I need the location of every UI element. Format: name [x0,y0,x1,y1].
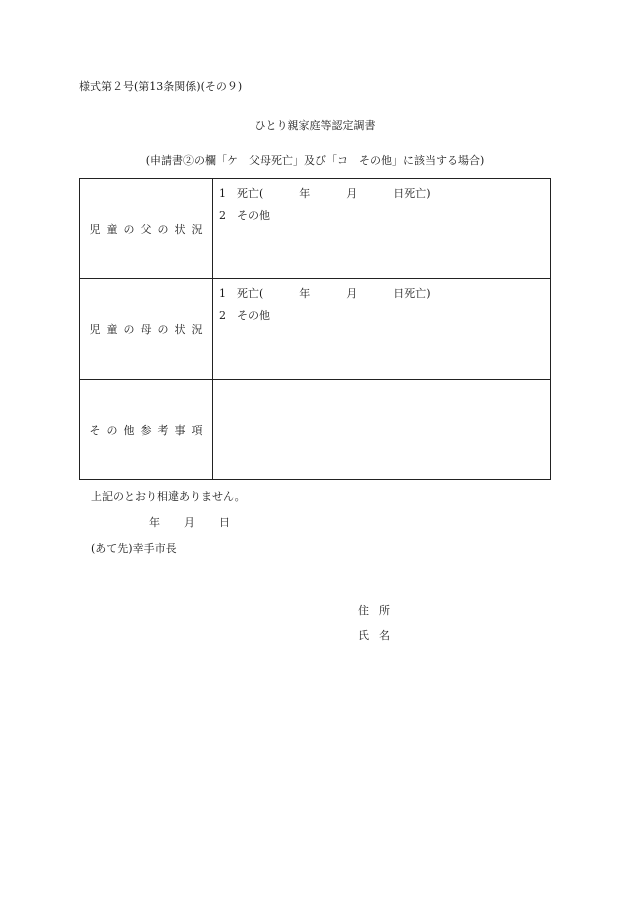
month-label: 月 [346,187,358,200]
address-label: 住所 [358,604,400,617]
row-label: その他参考事項 [89,423,209,437]
table-row-mother [80,279,550,380]
option-other [219,209,270,223]
form-number: 様式第２号(第13条関係)(その９) [79,80,243,93]
option-text: 死亡( [237,287,264,300]
day-label: 日死亡) [393,187,431,200]
date-day-label: 日 [219,516,230,529]
table-row-notes [80,380,550,479]
notes-field[interactable] [213,380,550,479]
option-text: その他 [237,309,270,322]
year-label: 年 [299,187,311,200]
option-text: その他 [237,209,270,222]
date-month-label: 月 [184,516,195,529]
content-cell-father[interactable] [213,179,550,278]
option-number: 2 [219,209,226,222]
label-cell-mother [80,279,213,379]
date-line [149,516,230,530]
status-table [79,178,551,480]
day-label: 日死亡) [393,287,431,300]
label-cell-father [80,179,213,278]
content-cell-mother[interactable] [213,279,550,379]
option-number: 1 [219,287,226,300]
name-label: 氏名 [358,629,400,642]
label-cell-notes [80,380,213,479]
row-label: 児童の父の状況 [89,222,209,236]
option-other [219,309,270,323]
table-row-father [80,179,550,279]
option-text: 死亡( [237,187,264,200]
date-year-label: 年 [149,516,160,529]
option-number: 1 [219,187,226,200]
year-label: 年 [299,287,311,300]
document-title: ひとり親家庭等認定調書 [254,119,376,132]
option-number: 2 [219,309,226,322]
option-deceased [219,287,431,301]
option-deceased [219,187,431,201]
document-subtitle: (申請書②の欄「ケ 父母死亡」及び「コ その他」に該当する場合) [145,154,485,167]
row-label: 児童の母の状況 [89,323,209,336]
addressee: (あて先)幸手市長 [91,542,177,555]
certification-statement: 上記のとおり相違ありません。 [91,490,246,503]
month-label: 月 [346,287,358,300]
